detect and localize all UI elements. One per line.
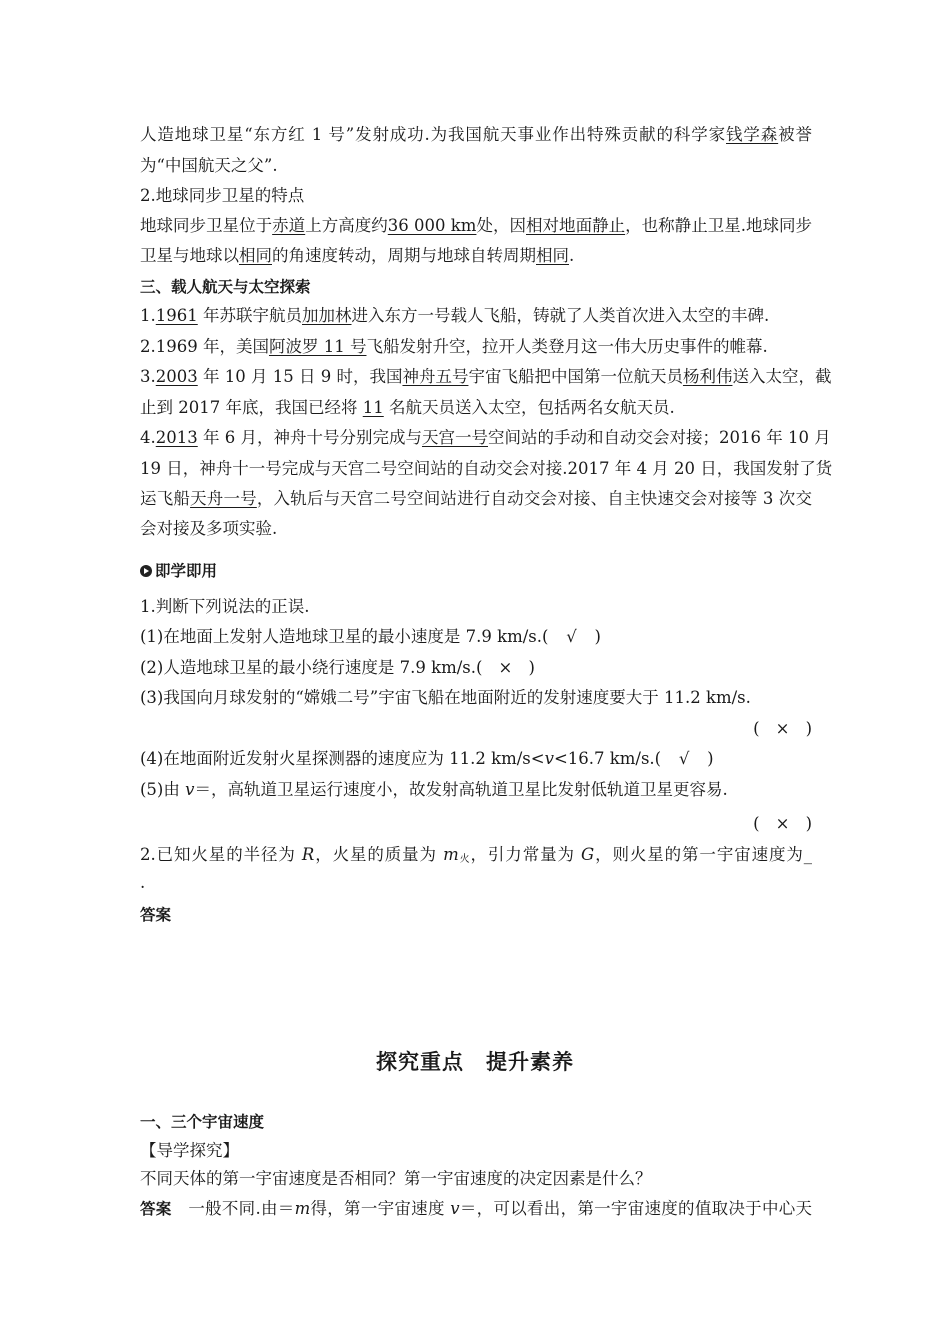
text: 名航天员送入太空，包括两名女航天员.: [383, 398, 675, 417]
answer-blank: 相对地面静止: [526, 216, 626, 235]
check-mark-icon: √: [678, 749, 690, 768]
subheading: 2.地球同步卫星的特点: [140, 186, 305, 205]
variable: R: [301, 845, 315, 864]
question-item: [140, 657, 812, 679]
cross-mark-icon: ×: [775, 814, 790, 833]
variable: G: [581, 845, 595, 864]
answer-blank: 11: [362, 398, 384, 417]
text: ): [528, 658, 535, 677]
text: 即学即用: [155, 562, 218, 580]
list-item: [140, 366, 832, 388]
text: ): [805, 814, 812, 833]
paragraph-line: 为“中国航天之父”.: [140, 156, 278, 175]
text: 进入东方一号载人飞船，铸就了人类首次进入太空的丰碑.: [351, 306, 770, 325]
answer-label: 答案: [140, 1200, 172, 1218]
question-text: 不同天体的第一宇宙速度是否相同？第一宇宙速度的决定因素是什么？: [140, 1169, 652, 1188]
variable: m: [294, 1199, 311, 1218]
subscript: 火: [458, 854, 471, 865]
text: 人造地球卫星“东方红 1 号”发射成功.为我国航天事业作出特殊贡献的科学家: [140, 125, 727, 144]
paragraph-line: [140, 245, 812, 267]
text: (: [753, 814, 760, 833]
question-item: (3)我国向月球发射的“嫦娥二号”宇宙飞船在地面附近的发射速度要大于 11.2 km/s.: [140, 688, 751, 707]
list-item: [140, 336, 812, 358]
answer-blank: 阿波罗 11 号: [268, 337, 367, 356]
text: 上方高度约: [305, 216, 388, 235]
text: 卫星与地球以: [140, 246, 239, 265]
text: 地球同步卫星位于: [140, 216, 273, 235]
text: <16.7 km/s.(: [553, 749, 662, 768]
text: 的角速度转动，周期与地球自转周期: [272, 246, 536, 265]
answer-bracket: [140, 813, 812, 835]
text: 年苏联宇航员: [197, 306, 302, 325]
question-item: [140, 626, 812, 648]
paragraph-line: [140, 215, 812, 237]
text: (5)由: [140, 780, 186, 799]
cross-mark-icon: ×: [775, 719, 790, 738]
variable: m: [443, 845, 459, 864]
answer-blank: 赤道: [272, 216, 306, 235]
text: ，入轨后与天宫二号空间站进行自动交会对接、自主快速交会对接等 3 次交: [256, 489, 812, 508]
list-item: [140, 427, 831, 449]
question-item: [140, 844, 812, 871]
text: 被誉: [778, 125, 813, 144]
check-mark-icon: √: [566, 627, 577, 646]
text: ，也称静止卫星.地球同步: [625, 216, 813, 235]
text: 2.1969 年，美国: [140, 337, 269, 356]
answer-blank: 1961: [155, 306, 198, 325]
answer-blank: 36 000 km: [387, 216, 477, 235]
answer-label: 答案: [140, 906, 172, 924]
text: ＝，可以看出，第一宇宙速度的值取决于中心天: [459, 1199, 812, 1218]
answer-blank: 2003: [155, 367, 198, 386]
text: 运飞船: [140, 489, 191, 508]
answer-blank: 钱学森: [726, 125, 779, 144]
text: 1.: [140, 306, 156, 325]
answer-blank: 天舟一号: [190, 489, 257, 508]
text: ，引力常量为: [470, 845, 582, 864]
question-item: [140, 779, 812, 801]
play-circle-icon: [140, 565, 152, 577]
answer-blank: 杨利伟: [682, 367, 733, 386]
text: 止到 2017 年底，我国已经将: [140, 398, 363, 417]
answer-blank: 2013: [155, 428, 198, 447]
section-heading: 一、三个宇宙速度: [140, 1113, 265, 1131]
text: 得，第一宇宙速度: [310, 1199, 451, 1218]
text: ): [594, 627, 601, 646]
question-stem: 1.判断下列说法的正误.: [140, 597, 310, 616]
answer-blank: 天宫一号: [421, 428, 488, 447]
list-item: [140, 305, 812, 327]
text: (4)在地面附近发射火星探测器的速度应为 11.2 km/s<: [140, 749, 545, 768]
text: 一般不同.由＝: [171, 1199, 295, 1218]
section-heading: 三、载人航天与太空探索: [140, 278, 311, 296]
answer-blank: 相同: [239, 246, 272, 265]
answer-blank: 神舟五号: [402, 367, 469, 386]
text: ，则火星的第一宇宙速度为_: [594, 845, 813, 864]
text: 送入太空，截: [732, 367, 832, 386]
text: (2)人造地球卫星的最小绕行速度是 7.9 km/s.(: [140, 658, 483, 677]
variable: v: [185, 780, 195, 799]
text: 年 6 月，神舟十号分别完成与: [197, 428, 422, 447]
text: 3.: [140, 367, 156, 386]
text: .: [569, 246, 575, 265]
section-title: 探究重点 提升素养: [376, 1050, 574, 1074]
text: 宇宙飞船把中国第一位航天员: [468, 367, 683, 386]
question-tail: .: [140, 873, 146, 892]
list-item: [140, 397, 812, 419]
list-item: 19 日，神舟十一号完成与天宫二号空间站的自动交会对接.2017 年 4 月 20 日，我国发射了货: [140, 459, 833, 478]
cross-mark-icon: ×: [498, 658, 513, 677]
variable: v: [450, 1199, 460, 1218]
guide-label: 【导学探究】: [140, 1141, 239, 1160]
text: 年 10 月 15 日 9 时，我国: [197, 367, 403, 386]
answer-bracket: [140, 718, 812, 740]
text: 飞船发射升空，拉开人类登月这一伟大历史事件的帷幕.: [366, 337, 768, 356]
answer-blank: 加加林: [302, 306, 352, 325]
practice-heading: [140, 560, 812, 582]
question-item: [140, 748, 812, 770]
text: ): [805, 719, 812, 738]
list-item: 会对接及多项实验.: [140, 519, 278, 538]
text: 空间站的手动和自动交会对接；2016 年 10 月: [487, 428, 831, 447]
answer-blank: 相同: [536, 246, 569, 265]
text: 2.已知火星的半径为: [140, 845, 302, 864]
answer-line: [140, 1198, 812, 1220]
list-item: [140, 488, 812, 510]
text: (1)在地面上发射人造地球卫星的最小速度是 7.9 km/s.(: [140, 627, 549, 646]
paragraph-line: [140, 124, 812, 146]
text: ): [707, 749, 714, 768]
text: 4.: [140, 428, 156, 447]
text: ＝，高轨道卫星运行速度小，故发射高轨道卫星比发射低轨道卫星更容易.: [194, 780, 728, 799]
text: (: [753, 719, 760, 738]
text: 处，因: [476, 216, 527, 235]
text: ，火星的质量为: [314, 845, 444, 864]
variable: v: [544, 749, 554, 768]
